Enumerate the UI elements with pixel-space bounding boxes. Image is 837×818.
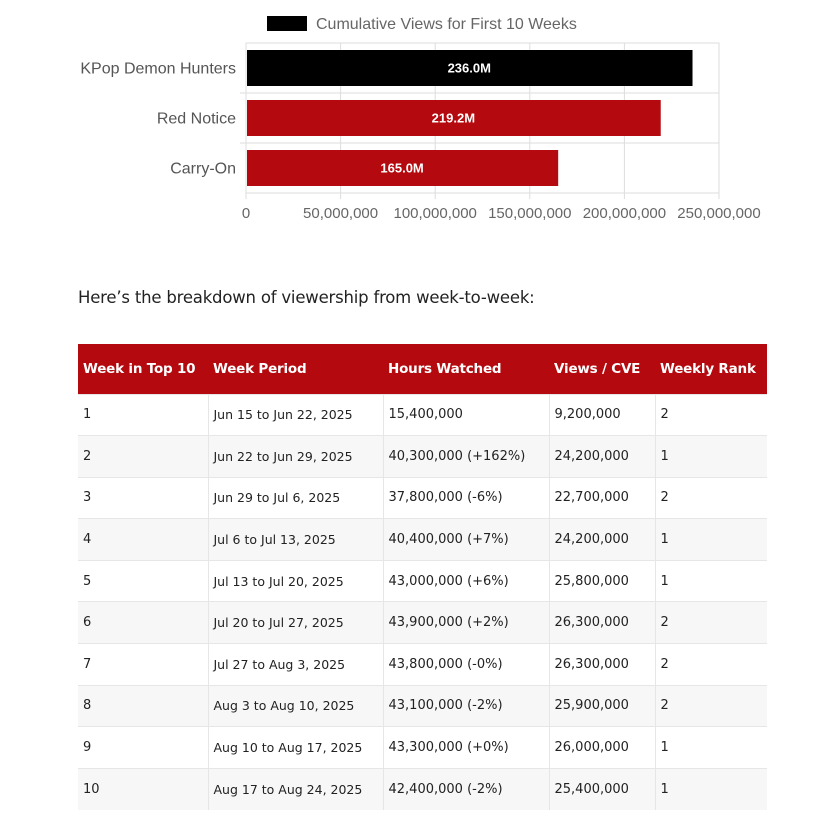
views-cell: 25,800,000 xyxy=(549,560,655,602)
table-row xyxy=(78,477,767,519)
period-cell: Jul 13 to Jul 20, 2025 xyxy=(208,560,383,602)
table-row xyxy=(78,394,767,436)
period-cell: Jul 20 to Jul 27, 2025 xyxy=(208,602,383,644)
viewership-table xyxy=(78,344,767,810)
period-cell: Jul 6 to Jul 13, 2025 xyxy=(208,519,383,561)
hours-cell: 43,100,000 (-2%) xyxy=(383,685,549,727)
rank-cell: 2 xyxy=(655,477,767,519)
views-cell: 25,400,000 xyxy=(549,768,655,810)
rank-cell: 2 xyxy=(655,685,767,727)
period-cell: Jun 22 to Jun 29, 2025 xyxy=(208,436,383,478)
plot-area xyxy=(80,43,760,222)
week-cell: 3 xyxy=(78,477,208,519)
data-label: 236.0M xyxy=(447,60,491,76)
period-cell: Aug 3 to Aug 10, 2025 xyxy=(208,685,383,727)
hours-cell: 43,300,000 (+0%) xyxy=(383,727,549,769)
hours-cell: 40,300,000 (+162%) xyxy=(383,436,549,478)
week-cell: 10 xyxy=(78,768,208,810)
header-hours-watched: Hours Watched xyxy=(383,344,549,394)
week-cell: 1 xyxy=(78,394,208,436)
period-cell: Aug 10 to Aug 17, 2025 xyxy=(208,727,383,769)
x-tick-label: 200,000,000 xyxy=(582,205,667,222)
rank-cell: 2 xyxy=(655,644,767,686)
bar-chart xyxy=(0,0,837,240)
category-label: Red Notice xyxy=(156,110,236,128)
header-weekly-rank: Weekly Rank xyxy=(655,344,767,394)
views-cell: 25,900,000 xyxy=(549,685,655,727)
hours-cell: 43,800,000 (-0%) xyxy=(383,644,549,686)
period-cell: Jun 15 to Jun 22, 2025 xyxy=(208,394,383,436)
table-header-row xyxy=(78,344,767,394)
period-cell: Jul 27 to Aug 3, 2025 xyxy=(208,644,383,686)
legend-swatch xyxy=(267,16,307,31)
rank-cell: 1 xyxy=(655,436,767,478)
x-tick-label: 150,000,000 xyxy=(488,205,572,222)
hours-cell: 40,400,000 (+7%) xyxy=(383,519,549,561)
data-label: 219.2M xyxy=(431,110,476,126)
rank-cell: 1 xyxy=(655,768,767,810)
views-cell: 26,300,000 xyxy=(549,644,655,686)
table-row xyxy=(78,727,767,769)
views-cell: 22,700,000 xyxy=(549,477,655,519)
x-tick-label: 250,000,000 xyxy=(677,205,761,222)
x-tick-label: 0 xyxy=(241,205,251,222)
table-row xyxy=(78,560,767,602)
table-row xyxy=(78,602,767,644)
rank-cell: 2 xyxy=(655,602,767,644)
header-week-in-top-10: Week in Top 10 xyxy=(78,344,208,394)
header-week-period: Week Period xyxy=(208,344,383,394)
data-label: 165.0M xyxy=(380,160,424,176)
table-row xyxy=(78,644,767,686)
intro-text: Here’s the breakdown of viewership from week-to-week: xyxy=(78,288,535,307)
hours-cell: 42,400,000 (-2%) xyxy=(383,768,549,810)
legend-label: Cumulative Views for First 10 Weeks xyxy=(316,16,577,33)
rank-cell: 2 xyxy=(655,394,767,436)
views-cell: 24,200,000 xyxy=(549,436,655,478)
rank-cell: 1 xyxy=(655,560,767,602)
x-tick-label: 100,000,000 xyxy=(393,205,477,222)
category-label: Carry-On xyxy=(170,160,236,178)
hours-cell: 37,800,000 (-6%) xyxy=(383,477,549,519)
week-cell: 7 xyxy=(78,644,208,686)
hours-cell: 15,400,000 xyxy=(383,394,549,436)
views-cell: 24,200,000 xyxy=(549,519,655,561)
week-cell: 5 xyxy=(78,560,208,602)
views-cell: 26,000,000 xyxy=(549,727,655,769)
category-label: KPop Demon Hunters xyxy=(80,60,236,78)
table-row xyxy=(78,436,767,478)
table-row xyxy=(78,685,767,727)
week-cell: 2 xyxy=(78,436,208,478)
table-row xyxy=(78,768,767,810)
rank-cell: 1 xyxy=(655,519,767,561)
week-cell: 8 xyxy=(78,685,208,727)
hours-cell: 43,900,000 (+2%) xyxy=(383,602,549,644)
week-cell: 9 xyxy=(78,727,208,769)
header-views-cve: Views / CVE xyxy=(549,344,655,394)
rank-cell: 1 xyxy=(655,727,767,769)
week-cell: 4 xyxy=(78,519,208,561)
week-cell: 6 xyxy=(78,602,208,644)
hours-cell: 43,000,000 (+6%) xyxy=(383,560,549,602)
table-row xyxy=(78,519,767,561)
period-cell: Jun 29 to Jul 6, 2025 xyxy=(208,477,383,519)
views-cell: 26,300,000 xyxy=(549,602,655,644)
x-tick-label: 50,000,000 xyxy=(303,205,379,222)
period-cell: Aug 17 to Aug 24, 2025 xyxy=(208,768,383,810)
views-cell: 9,200,000 xyxy=(549,394,655,436)
